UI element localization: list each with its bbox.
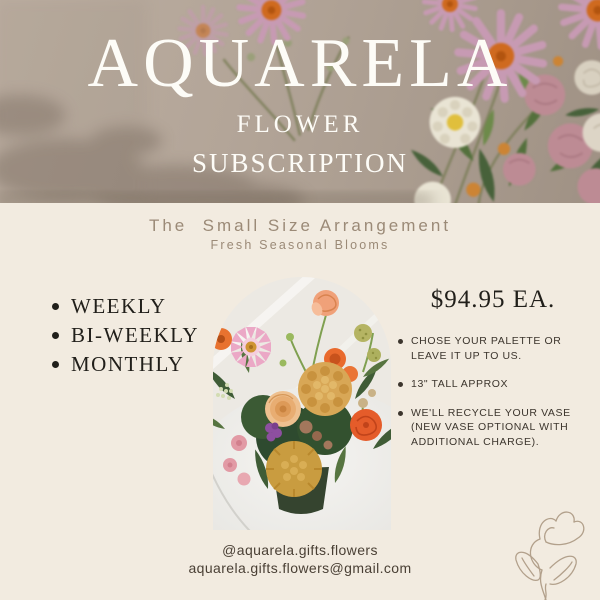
bullet-icon xyxy=(52,361,59,368)
brand-title: AQUARELA xyxy=(87,25,513,102)
pricing-section xyxy=(398,286,588,463)
bullet-icon xyxy=(398,339,403,344)
bullet-icon xyxy=(52,332,59,339)
list-item xyxy=(52,350,199,379)
detail-palette: CHOSE YOUR PALETTE OR LEAVE IT UP TO US. xyxy=(411,335,562,362)
list-item xyxy=(52,321,199,350)
detail-vase: WE'LL RECYCLE YOUR VASE (NEW VASE OPTIONAL WITH ADDITIONAL CHARGE). xyxy=(411,406,571,448)
arrangement-illustration xyxy=(213,277,391,530)
arrangement-photo xyxy=(213,277,391,530)
email-address: aquarela.gifts.flowers@gmail.com xyxy=(188,560,412,576)
price: $94.95 EA. xyxy=(430,286,556,313)
frequency-monthly: MONTHLY xyxy=(71,352,185,376)
header-photo xyxy=(0,0,600,203)
bullet-icon xyxy=(52,303,59,310)
frequency-weekly: WEEKLY xyxy=(71,294,167,318)
arrangement-subtitle: Fresh Seasonal Blooms xyxy=(210,238,390,252)
list-item xyxy=(398,377,588,392)
bullet-icon xyxy=(398,382,403,387)
list-item xyxy=(398,406,588,450)
arrangement-title: The Small Size Arrangement xyxy=(148,216,452,235)
brand-subtitle-subscription: SUBSCRIPTION xyxy=(191,148,409,178)
header-titles xyxy=(0,22,600,181)
brand-subtitle-flower: FLOWER xyxy=(236,111,364,138)
frequency-list xyxy=(52,292,199,379)
frequency-biweekly: BI-WEEKLY xyxy=(71,323,200,347)
instagram-handle: @aquarela.gifts.flowers xyxy=(222,542,378,558)
flower-line-art-icon xyxy=(498,492,590,600)
list-item xyxy=(398,334,588,363)
list-item xyxy=(52,292,199,321)
bullet-icon xyxy=(398,411,403,416)
detail-height: 13" TALL APPROX xyxy=(411,378,509,390)
intro-section xyxy=(0,216,600,252)
